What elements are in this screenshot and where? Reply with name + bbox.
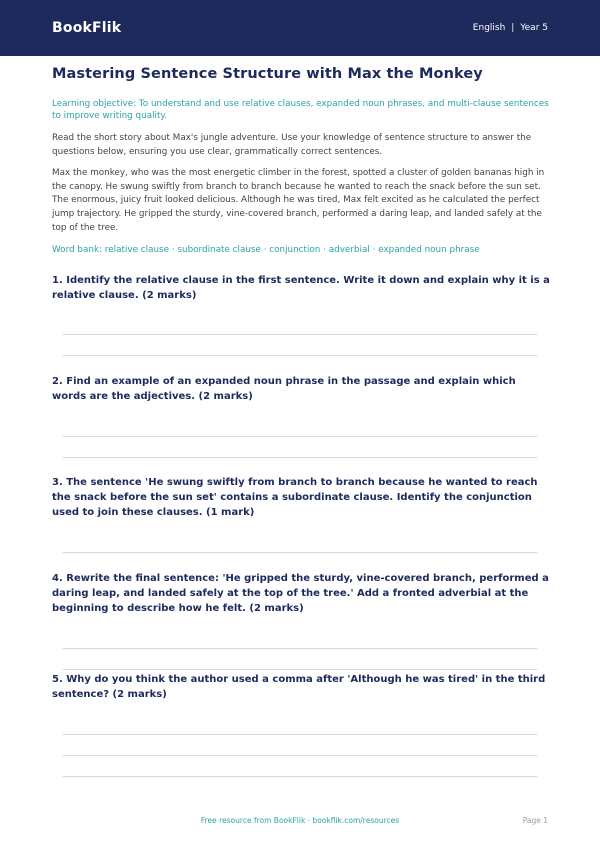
answer-line[interactable]: [63, 776, 537, 777]
meta-divider: |: [511, 23, 515, 33]
subject-label: English: [472, 23, 506, 33]
question-text: 4. Rewrite the final sentence: 'He gripped the sturdy, vine-covered branch, performed a daring leap, and landed safely at the top of the tree.' Add a fronted adverbial at the beginning to describe how he felt. (2 marks): [52, 573, 549, 615]
answer-line[interactable]: [63, 355, 537, 356]
question-block: [52, 672, 552, 777]
worksheet-body: [52, 66, 552, 777]
brand-logo[interactable]: BookFlik: [52, 20, 122, 36]
question-text: 5. Why do you think the author used a comma after 'Although he was tired' in the third sentence? (2 marks): [52, 674, 546, 701]
header-meta: [473, 23, 548, 33]
answer-line[interactable]: [63, 755, 537, 756]
answer-line[interactable]: [63, 648, 537, 649]
instructions-text: Read the short story about Max's jungle adventure. Use your knowledge of sentence structure to answer the questions below, ensuring you use clear, grammatically correct sentences.: [52, 132, 532, 157]
worksheet-title: Mastering Sentence Structure with Max the Monkey: [52, 66, 483, 82]
word-bank: Word bank: relative clause · subordinate clause · conjunction · adverbial · expanded noun phrase: [52, 245, 480, 256]
question-block: [52, 475, 552, 553]
footer: [0, 816, 600, 828]
question-block: [52, 273, 552, 356]
header-bar: [0, 0, 600, 56]
question-text: 2. Find an example of an expanded noun phrase in the passage and explain which words are the adjectives. (2 marks): [52, 376, 516, 403]
story-text: Max the monkey, who was the most energetic climber in the forest, spotted a cluster of golden bananas high in the canopy. He swung swiftly from branch to branch because he wanted to reach the snack before the sun set. The enormous, juicy fruit looked delicious. Although he was tired, Max felt excited as he calculated the perfect jump trajectory. He gripped the sturdy, vine-covered branch, performed a daring leap, and landed safely at the top of the tree.: [52, 168, 545, 233]
answer-line[interactable]: [63, 334, 537, 335]
answer-line[interactable]: [63, 552, 537, 553]
footer-credit-link[interactable]: Free resource from BookFlik · bookflik.com/resources: [200, 816, 400, 825]
year-label: Year 5: [520, 23, 548, 33]
question-block: [52, 571, 552, 670]
answer-line[interactable]: [63, 436, 537, 437]
question-text: 3. The sentence 'He swung swiftly from branch to branch because he wanted to reach the snack before the sun set' contains a subordinate clause. Identify the conjunction used to join these clauses. (1 mark): [52, 477, 538, 519]
learning-objective: Learning objective: To understand and use relative clauses, expanded noun phrases, and multi-clause sentences to improve writing quality.: [52, 99, 549, 122]
question-block: [52, 374, 552, 458]
question-text: 1. Identify the relative clause in the first sentence. Write it down and explain why it is a relative clause. (2 marks): [52, 275, 550, 302]
answer-line[interactable]: [63, 669, 537, 670]
answer-line[interactable]: [63, 457, 537, 458]
page-number: Page 1: [522, 816, 548, 825]
answer-line[interactable]: [63, 734, 537, 735]
